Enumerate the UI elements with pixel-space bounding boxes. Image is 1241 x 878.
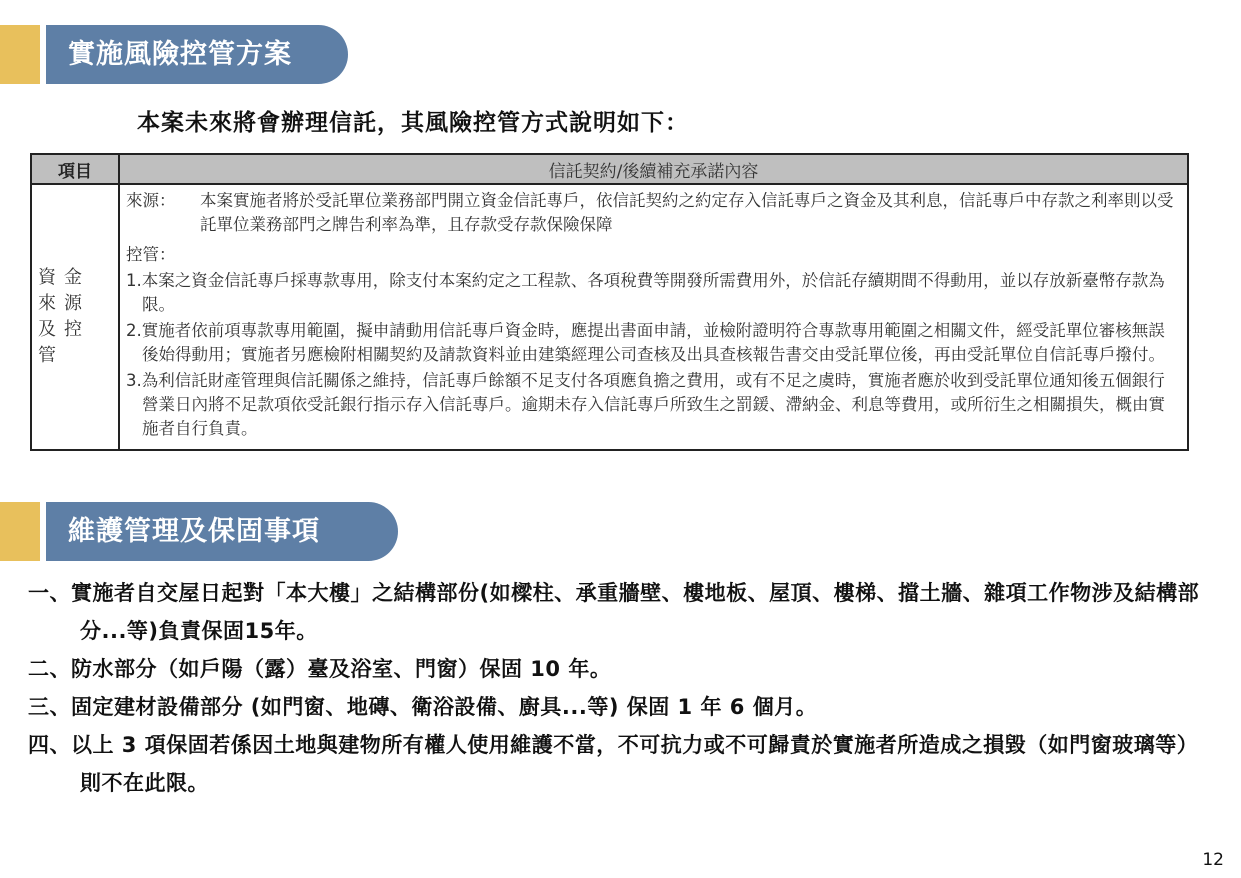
risk-control-table xyxy=(30,153,1189,451)
header-item: 項目 xyxy=(31,154,119,184)
control-point-2: 2.實施者依前項專款專用範圍，擬申請動用信託專戶資金時，應提出書面申請，並檢附證明符合專款專用範圍之相關文件，經受託單位審核無誤後始得動用；實施者另應檢附相關契約及請款資料並由建築經理公司查核及出具查核報告書交由受託單位後，再由受託單位自信託專戶撥付。 xyxy=(126,321,1165,364)
table-row xyxy=(31,184,1188,450)
content-cell xyxy=(119,184,1188,450)
list-item: 一、實施者自交屋日起對「本大樓」之結構部份(如樑柱、承重牆壁、樓地板、屋頂、樓梯、擋土牆、雜項工作物涉及結構部分...等)負責保固15年。 xyxy=(28,581,1200,643)
intro-text: 本案未來將會辦理信託，其風險控管方式說明如下： xyxy=(137,110,689,136)
maintenance-list xyxy=(28,574,1208,802)
list-item: 二、防水部分（如戶陽（露）臺及浴室、門窗）保固 10 年。 xyxy=(28,657,612,681)
source-block xyxy=(126,189,1181,237)
control-point-3: 3.為利信託財產管理與信託關係之維持，信託專戶餘額不足支付各項應負擔之費用，或有不足之虞時，實施者應於收到受託單位通知後五個銀行營業日內將不足款項依受託銀行指示存入信託專戶。逾期未存入信託專戶所致生之罰鍰、滯納金、利息等費用，或所衍生之相關損失，概由實施者自行負責。 xyxy=(126,371,1165,438)
control-point-1: 1.本案之資金信託專戶採專款專用，除支付本案約定之工程款、各項稅費等開發所需費用外，於信託存續期間不得動用，並以存放新臺幣存款為限。 xyxy=(126,271,1165,314)
list-item: 三、固定建材設備部分 (如門窗、地磚、衛浴設備、廚具...等) 保固 1 年 6 個月。 xyxy=(28,695,818,719)
table-header-row xyxy=(31,154,1188,184)
source-text: 本案實施者將於受託單位業務部門開立資金信託專戶，依信託契約之約定存入信託專戶之資金及其利息，信託專戶中存款之利率則以受託單位業務部門之牌告利率為準，且存款受存款保險保障 xyxy=(200,191,1174,234)
list-item: 四、以上 3 項保固若係因土地與建物所有權人使用維護不當，不可抗力或不可歸責於實施者所造成之損毀（如門窗玻璃等）則不在此限。 xyxy=(28,733,1199,795)
item-cell: 資金來源及控管 xyxy=(31,184,119,450)
banner-accent-block xyxy=(0,502,40,561)
page-number: 12 xyxy=(1202,850,1224,870)
section-title-maintenance: 維護管理及保固事項 xyxy=(46,502,398,561)
banner-accent-block xyxy=(0,25,40,84)
control-label: 控管： xyxy=(126,245,176,264)
header-content: 信託契約/後續補充承諾內容 xyxy=(119,154,1188,184)
section-title-risk: 實施風險控管方案 xyxy=(46,25,348,84)
source-label: 來源： xyxy=(126,191,176,210)
